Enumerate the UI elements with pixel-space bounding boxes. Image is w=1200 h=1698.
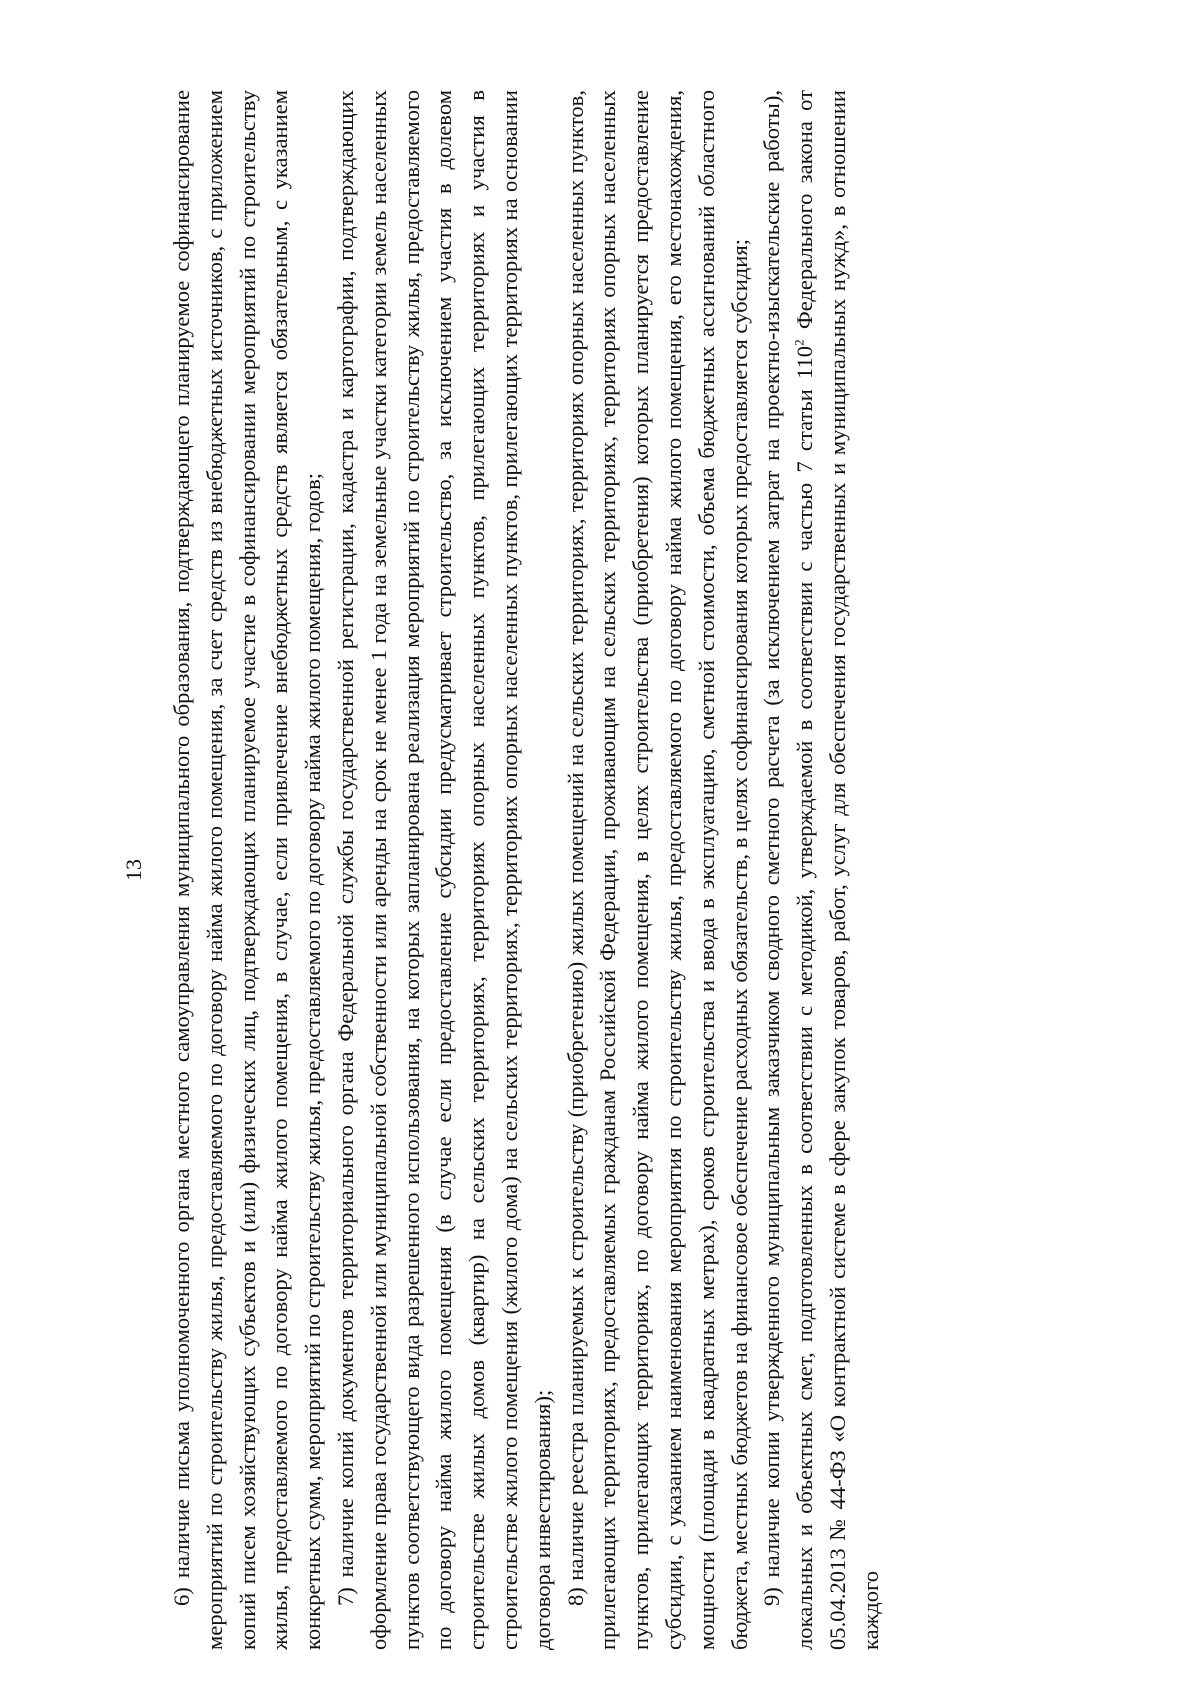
paragraph-9 bbox=[756, 90, 887, 1650]
article-superscript: 2 bbox=[791, 339, 807, 346]
page-number: 13 bbox=[121, 859, 146, 881]
rotated-content bbox=[120, 90, 1060, 1650]
paragraph-7: 7) наличие копий документов территориального органа Федеральной службы государственной регистрации, кадастра и картографии, подтверждающих оформление права государственной или муниципальной собственности или аренды на срок не менее 1 года на земельные участки категории земель населенных пунктов соответствующего вида разрешенного использования, на которых запланирована реализация мероприятий по строительству жилья, предоставляемого по договору найма жилого помещения (в случае если предоставление субсидии предусматривает строительство, за исключением участия в долевом строительстве жилых домов (квартир) на сельских территориях, территориях опорных населенных пунктов, прилегающих территориях и участия в строительстве жилого помещения (жилого дома) на сельских территориях, территориях опорных населенных пунктов, прилегающих территориях на основании договора инвестирования); bbox=[332, 90, 555, 1650]
document-body bbox=[166, 90, 888, 1650]
paragraph-6: 6) наличие письма уполномоченного органа местного самоуправления муниципального образования, подтверждающего планируемое софинансирование мероприятий по строительству жилья, предоставляемого по договору найма жилого помещения, за счет средств из внебюджетных источников, с приложением копий писем хозяйствующих субъектов и (или) физических лиц, подтверждающих планируемое участие в софинансировании мероприятий по строительству жилья, предоставляемого по договору найма жилого помещения, в случае, если привлечение внебюджетных средств является обязательным, с указанием конкретных сумм, мероприятий по строительству жилья, предоставляемого по договору найма жилого помещения, годов; bbox=[169, 90, 326, 1650]
paragraph-9-text-start: 9) наличие копии утвержденного муниципальным заказчиком сводного сметного расчета (за исключением затрат на проектно-изыскательские работы), локальных и объектных смет, подготовленных в соответствии с методикой, утверждаемой в соответствии с частью 7 статьи 110 bbox=[759, 90, 818, 1650]
paragraph-9-text-end: Федерального закона от 05.04.2013 № 44-ФЗ «О контрактной системе в сфере закупок товаров, работ, услуг для обеспечения государственных и муниципальных нужд», в отношении каждого bbox=[792, 90, 883, 1650]
paragraph-8: 8) наличие реестра планируемых к строительству (приобретению) жилых помещений на сельских территориях, территориях опорных населенных пунктов, прилегающих территориях, предоставляемых гражданам Российской Федерации, проживающим на сельских территориях, территориях опорных населенных пунктов, прилегающих территориях, по договору найма жилого помещения, в целях строительства (приобретения) которых планируется предоставление субсидии, с указанием наименования мероприятия по строительству жилья, предоставляемого по договору найма жилого помещения, его местонахождения, мощности (площади в квадратных метрах), сроков строительства и ввода в эксплуатацию, сметной стоимости, объема бюджетных ассигнований областного бюджета, местных бюджетов на финансовое обеспечение расходных обязательств, в целях софинансирования которых предоставляется субсидия; bbox=[562, 90, 752, 1650]
